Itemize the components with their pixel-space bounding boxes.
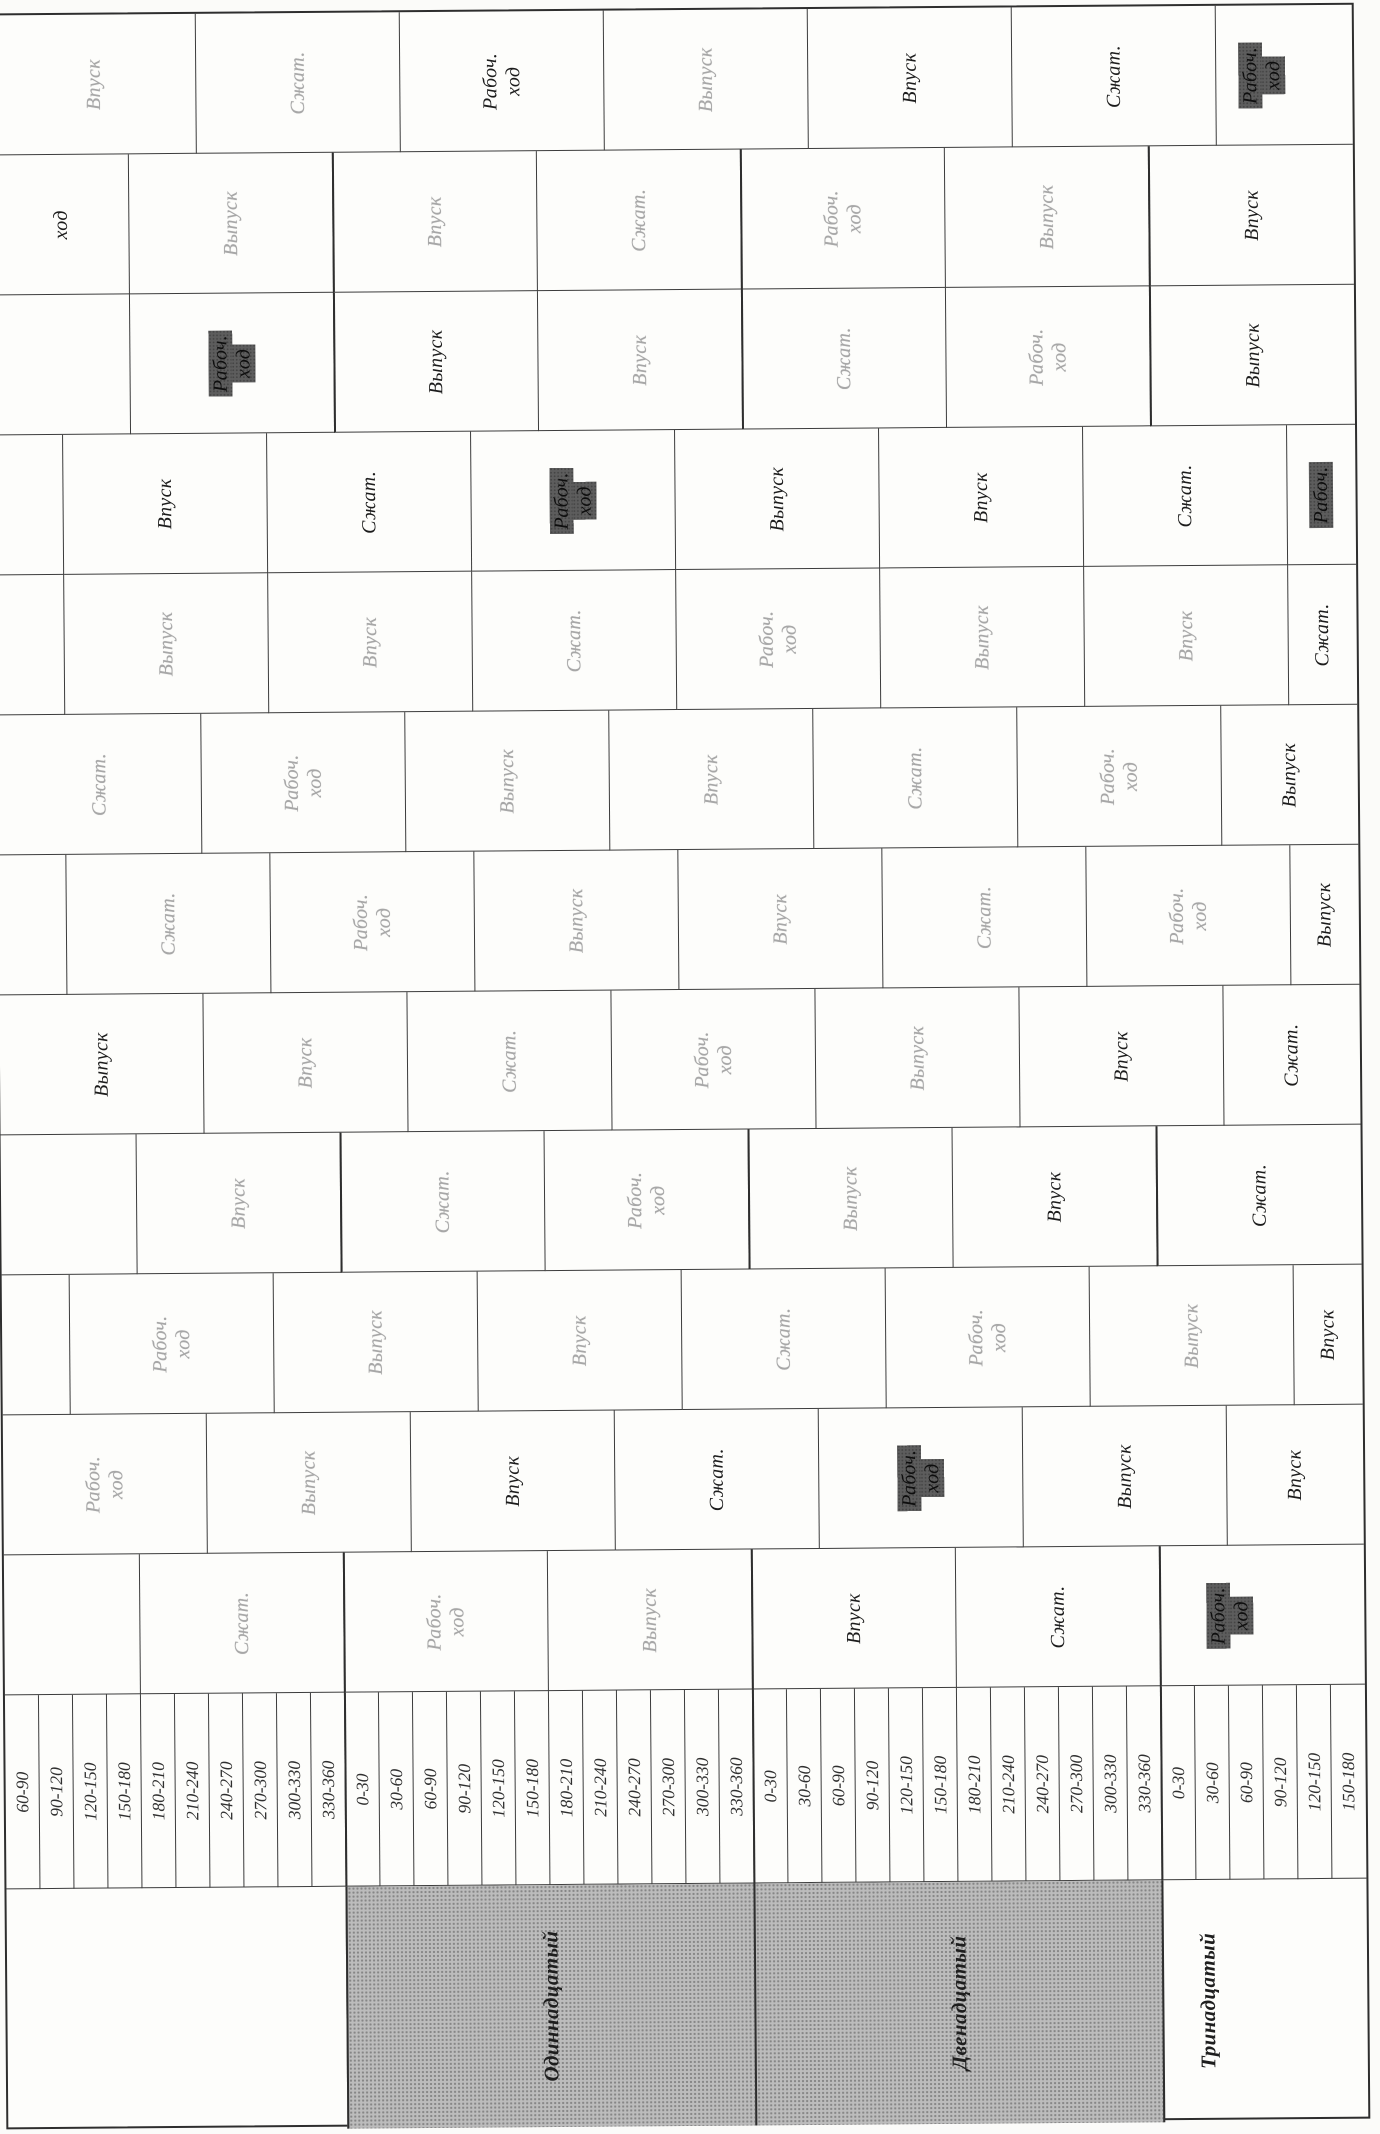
phase-cell (268, 572, 473, 714)
phase-cell (1227, 1405, 1364, 1546)
phase-cell-label: Сжат. (156, 891, 180, 956)
phase-cell (0, 855, 67, 996)
angle-cell (5, 1695, 41, 1889)
angle-cell-label: 150-180 (929, 1755, 950, 1814)
phase-cell-label: Рабоч. ход (349, 893, 395, 951)
phase-cell (1148, 145, 1354, 287)
phase-cell (0, 575, 65, 716)
phase-cell-label: Впуск (1174, 610, 1197, 662)
phase-cell (472, 570, 677, 712)
phase-cell-label: Впуск (1109, 1030, 1133, 1082)
highlight-patch: Рабоч. ход (208, 330, 255, 395)
phase-cell (0, 994, 205, 1136)
angle-cell-label: 150-180 (113, 1761, 134, 1821)
phase-cell-label: Сжат. (627, 188, 650, 252)
angle-cell-label: 300-330 (1099, 1753, 1120, 1813)
phase-cell (0, 14, 197, 156)
phase-cell-label: Впуск (969, 471, 992, 523)
phase-cell (1288, 565, 1357, 706)
angle-cell (549, 1691, 585, 1885)
phase-cell-label (1207, 1548, 1254, 1682)
phase-cell (1023, 1406, 1228, 1548)
phase-cell-label: Сжат. (87, 752, 111, 816)
angle-cell-label: 60-90 (11, 1771, 32, 1813)
phase-cell (676, 568, 881, 710)
phase-cell-label (208, 296, 255, 430)
phase-cell (1223, 985, 1360, 1126)
angle-cell (1263, 1685, 1299, 1879)
phase-cell (1294, 1265, 1363, 1406)
phase-cell (815, 987, 1020, 1129)
phase-cell (740, 148, 946, 290)
phase-cell (130, 293, 335, 435)
angle-cell (1025, 1687, 1061, 1881)
angle-cell (107, 1694, 143, 1888)
phase-cell-label: Рабоч. ход (1165, 887, 1211, 945)
phase-cell-label (550, 433, 597, 567)
angle-cell (1093, 1687, 1129, 1881)
angle-cell-label: 210-240 (181, 1761, 202, 1820)
phase-cell (741, 288, 947, 430)
angle-cell (889, 1688, 925, 1882)
angle-cell (379, 1692, 415, 1886)
phase-cell (945, 146, 1150, 288)
phase-cell-label: Рабоч. ход (754, 610, 801, 668)
angle-cell-label: 330-360 (317, 1760, 338, 1819)
phase-cell-label: Впуск (842, 1592, 866, 1644)
phase-cell-label: Рабоч. ход (690, 1030, 736, 1088)
angle-cell-label: 90-120 (861, 1760, 882, 1810)
phase-cell-label: Впуск (768, 893, 792, 945)
phase-cell-label: Впуск (898, 52, 921, 104)
angle-cell (651, 1690, 687, 1884)
highlight-patch: Рабоч. ход (897, 1445, 944, 1510)
highlight-patch: Рабоч. ход (1238, 42, 1285, 107)
phase-cell (207, 1412, 412, 1554)
phase-cell (0, 435, 64, 576)
phase-cell-label: Рабоч. ход (148, 1315, 194, 1373)
phase-cell (1290, 845, 1359, 986)
phase-cell (956, 1546, 1161, 1688)
phase-cell (682, 1268, 887, 1410)
phase-cell-label: Рабоч. ход (623, 1171, 669, 1229)
angle-cell-label: 30-60 (793, 1765, 814, 1807)
phase-cell (140, 1553, 345, 1695)
angle-cell (481, 1691, 517, 1885)
phase-cell (340, 1131, 546, 1273)
phase-cell (267, 432, 472, 574)
angle-cell (1160, 1686, 1197, 1880)
angle-cell (1297, 1685, 1333, 1879)
angle-cell (1195, 1686, 1231, 1880)
phase-cell (882, 847, 1087, 989)
phase-cell-label: Сжат. (357, 470, 380, 534)
phase-cell-label: Впуск (1240, 189, 1263, 241)
phase-cell-label: Сжат. (1102, 44, 1125, 108)
phase-cell-label (1239, 8, 1286, 142)
phase-cell-label: Впуск (423, 195, 447, 247)
phase-cell (751, 1548, 957, 1690)
phase-cell (611, 989, 816, 1131)
angle-cell (39, 1695, 75, 1889)
phase-cell-label: Сжат. (771, 1307, 795, 1371)
angle-cell-label: 270-300 (657, 1757, 678, 1816)
highlight-patch: Рабоч. ход (549, 468, 596, 533)
highlight-patch: Рабоч. (1309, 462, 1334, 527)
phase-cell (819, 1407, 1024, 1549)
angle-cell (243, 1693, 279, 1887)
angle-cell-label: 0-30 (1168, 1766, 1189, 1799)
cylinder-name-cell (1161, 1879, 1368, 2123)
phase-cell (3, 1414, 208, 1556)
phase-cell-label: Рабоч. ход (964, 1308, 1010, 1366)
phase-cell (1, 1134, 138, 1275)
angle-cell-label: 120-150 (1303, 1752, 1324, 1811)
phase-cell-label: Впуск (628, 334, 651, 386)
phase-cell-label: Выпуск (765, 466, 788, 532)
angle-cell (311, 1693, 347, 1887)
phase-cell (953, 1126, 1158, 1268)
phase-cell-label: Сжат. (230, 1591, 253, 1655)
phase-cell-label: Выпуск (219, 190, 242, 256)
phase-cell-label: Сжат. (832, 326, 856, 390)
phase-cell (1156, 1125, 1362, 1267)
angle-cell (1127, 1686, 1163, 1880)
angle-cell-label: 210-240 (997, 1754, 1018, 1814)
phase-cell-label: Впуск (1316, 1308, 1339, 1360)
phase-cell (0, 154, 130, 295)
phase-cell-label: Впуск (567, 1314, 591, 1366)
phase-cell-label: Впуск (501, 1455, 524, 1507)
phase-cell-label: Рабоч. ход (1024, 328, 1071, 386)
phase-cell-label: Рабоч. ход (423, 1592, 469, 1651)
angle-cell (515, 1691, 551, 1885)
angle-cell (175, 1694, 211, 1888)
cylinder-name-cell (6, 1887, 348, 2132)
phase-cell-label: Выпуск (154, 611, 177, 676)
phase-cell (129, 153, 334, 295)
phase-cell-label: Выпуск (89, 1031, 113, 1097)
phase-cell (1017, 706, 1222, 848)
phase-cell (471, 430, 676, 572)
cylinder-name-cell-label: Одиннадцатый (538, 1930, 564, 2082)
angle-cell-label: 240-270 (623, 1757, 644, 1817)
phase-cell-label (897, 1410, 944, 1544)
phase-cell-label: Выпуск (424, 329, 448, 394)
cylinder-name-cell-label: Двенадцатый (946, 1935, 972, 2071)
angle-cell (923, 1688, 959, 1882)
phase-cell (1012, 6, 1217, 148)
phase-cell-label: Впуск (1042, 1171, 1066, 1223)
phase-cell (407, 991, 612, 1133)
phase-cell (748, 1128, 954, 1270)
angle-cell-label: 30-60 (385, 1768, 406, 1810)
phase-cell-label: Впуск (226, 1177, 250, 1229)
angle-cell-label: 180-210 (555, 1758, 576, 1817)
phase-cell-label: Рабоч. ход (280, 753, 326, 812)
phase-cell-label: Сжат. (1173, 463, 1196, 528)
phase-cell (66, 853, 271, 995)
phase-cell-label: Сжат. (1247, 1163, 1271, 1227)
phase-cell-label: Впуск (293, 1036, 317, 1088)
angle-cell-label: 120-150 (895, 1755, 916, 1815)
phase-cell (196, 12, 401, 154)
phase-cell-label: Выпуск (839, 1165, 862, 1231)
phase-cell (808, 7, 1013, 149)
angle-cell-label: 300-330 (691, 1757, 712, 1816)
angle-cell (719, 1689, 755, 1883)
phase-cell-label (1310, 427, 1334, 561)
phase-cell (545, 1129, 750, 1271)
angle-cell-label: 270-300 (1065, 1754, 1086, 1813)
phase-cell-label: Сжат. (562, 608, 585, 672)
phase-cell-label: Сжат. (972, 885, 996, 949)
phase-cell-label: Выпуск (694, 46, 717, 112)
angle-cell-label: 180-210 (963, 1755, 984, 1814)
angle-cell-label: 0-30 (760, 1769, 781, 1802)
angle-cell (1331, 1685, 1367, 1879)
phase-cell-label: Выпуск (638, 1587, 661, 1653)
phase-cell (675, 428, 880, 570)
phase-cell-label: Выпуск (1035, 184, 1058, 250)
phase-cell (1019, 986, 1224, 1128)
phase-cell (1287, 425, 1356, 566)
phase-cell (1159, 1545, 1365, 1687)
angle-cell-label: 120-150 (79, 1761, 100, 1821)
angle-cell (957, 1688, 993, 1882)
angle-cell-label: 90-120 (1269, 1756, 1290, 1807)
angle-cell (1229, 1685, 1265, 1879)
phase-cell-label: Выпуск (1313, 882, 1336, 947)
angle-cell-label: 90-120 (45, 1766, 66, 1817)
phase-cell-label: Выпуск (495, 748, 519, 814)
phase-cell-label: Выпуск (1113, 1443, 1136, 1509)
phase-cell-label: Впуск (1283, 1449, 1306, 1501)
phase-cell (332, 151, 538, 293)
phase-cell (0, 294, 131, 435)
angle-cell (991, 1687, 1027, 1881)
angle-cell-label: 60-90 (419, 1768, 440, 1810)
phase-cell (137, 1133, 342, 1275)
angle-cell-label: 60-90 (827, 1764, 848, 1806)
angle-cell-label: 120-150 (487, 1758, 508, 1818)
phase-cell (64, 573, 269, 715)
phase-cell-label: Сжат. (1310, 602, 1334, 667)
angle-cell (413, 1692, 449, 1886)
angle-cell-label: 30-60 (1201, 1761, 1222, 1803)
angle-cell (821, 1689, 857, 1883)
phase-cell (411, 1411, 616, 1553)
phase-cell-label: Сжат. (1280, 1023, 1303, 1087)
angle-cell (787, 1689, 823, 1883)
phase-cell (1216, 5, 1353, 146)
angle-cell (447, 1692, 483, 1886)
phase-cell-label: Сжат. (286, 50, 309, 115)
phase-cell-label: Выпуск (564, 887, 588, 953)
phase-cell (2, 1275, 71, 1416)
phase-cell (1090, 1265, 1295, 1407)
angle-cell (277, 1693, 313, 1887)
phase-cell (1221, 705, 1358, 846)
phase-cell-label: Выпуск (297, 1450, 320, 1515)
phase-cell (946, 286, 1151, 428)
phase-cell-label: Сжат. (705, 1447, 728, 1511)
phase-cell (4, 1554, 141, 1695)
phase-cell (1086, 845, 1291, 987)
angle-cell-label: 0-30 (352, 1772, 373, 1806)
cylinder-name-cell-label: Тринадцатый (1195, 1932, 1221, 2070)
phase-cell-label: Сжат. (431, 1169, 454, 1233)
angle-cell (1059, 1687, 1095, 1881)
phase-cell (70, 1273, 275, 1415)
phase-cell (203, 992, 408, 1134)
phase-cell-label: Впуск (153, 478, 176, 530)
phase-cell (343, 1551, 549, 1693)
phase-cell-label: Сжат. (903, 746, 927, 810)
angle-cell-label: 90-120 (453, 1763, 474, 1814)
angle-cell-label: 150-180 (1337, 1752, 1359, 1811)
highlight-patch: Рабоч. ход (1206, 1583, 1253, 1648)
phase-cell (538, 290, 743, 432)
phase-cell-label: Выпуск (1277, 742, 1301, 808)
phase-cell (604, 9, 809, 151)
cylinder-name-cell (753, 1880, 1164, 2125)
angle-cell-label: 210-240 (589, 1757, 610, 1817)
angle-cell (209, 1693, 245, 1887)
phase-cell (201, 712, 406, 854)
phase-cell-label: Выпуск (1179, 1303, 1203, 1368)
phase-cell-label: Сжат. (497, 1029, 521, 1093)
phase-cell (886, 1267, 1091, 1409)
phase-cell (537, 150, 742, 292)
angle-cell (617, 1690, 653, 1884)
phase-cell (548, 1549, 753, 1691)
angle-cell-label: 150-180 (521, 1758, 542, 1817)
angle-cell-label: 240-270 (1031, 1754, 1052, 1813)
angle-cell-label: 180-210 (147, 1761, 168, 1820)
phase-cell (63, 433, 268, 575)
phase-cell (405, 711, 610, 853)
phase-cell (1149, 285, 1355, 427)
phase-cell (678, 848, 883, 990)
angle-cell (855, 1688, 891, 1882)
phase-cell (609, 709, 814, 851)
phase-cell (615, 1409, 820, 1551)
phase-cell-label: Рабоч. ход (81, 1455, 127, 1513)
angle-cell (344, 1692, 381, 1886)
angle-cell-label: 60-90 (1235, 1761, 1256, 1803)
phase-cell-label: Впуск (699, 753, 722, 805)
phase-cell-label: Выпуск (970, 604, 993, 670)
phase-cell (1083, 425, 1288, 567)
angle-cell-label: 240-270 (215, 1760, 236, 1820)
phase-cell-label: Выпуск (363, 1309, 387, 1375)
phase-cell-label: Рабоч. ход (478, 52, 524, 110)
angle-cell (583, 1691, 619, 1885)
phase-cell-label: Впуск (82, 58, 105, 110)
phase-cell-label: Выпуск (1241, 322, 1264, 388)
phase-cell (274, 1272, 479, 1414)
phase-cell (813, 707, 1018, 849)
phase-cell (400, 11, 605, 153)
phase-cell-label: Выпуск (905, 1025, 929, 1091)
phase-cell (474, 850, 679, 992)
phase-cell (0, 714, 202, 856)
phase-cell-label: Сжат. (1046, 1584, 1069, 1649)
cylinder-name-cell (345, 1883, 756, 2128)
phase-cell (1084, 565, 1289, 707)
engine-stroke-phase-table (0, 3, 1370, 2130)
phase-cell (478, 1270, 683, 1412)
phase-cell-label: Впуск (358, 616, 381, 668)
angle-cell (685, 1690, 721, 1884)
angle-cell (752, 1689, 789, 1883)
phase-cell (879, 427, 1084, 569)
phase-cell (880, 567, 1085, 709)
angle-cell-label: 270-300 (249, 1760, 270, 1820)
angle-cell (141, 1694, 177, 1888)
phase-cell (270, 852, 475, 994)
angle-cell-label: 330-360 (725, 1756, 746, 1816)
angle-cell-label: 330-360 (1133, 1753, 1154, 1813)
phase-cell-label: Рабоч. ход (820, 189, 866, 247)
angle-cell-label: 300-330 (283, 1760, 304, 1819)
phase-cell-label: ход (49, 209, 72, 240)
phase-cell (333, 291, 539, 433)
phase-cell-label: Рабоч. ход (1096, 747, 1142, 805)
angle-cell (73, 1695, 109, 1889)
